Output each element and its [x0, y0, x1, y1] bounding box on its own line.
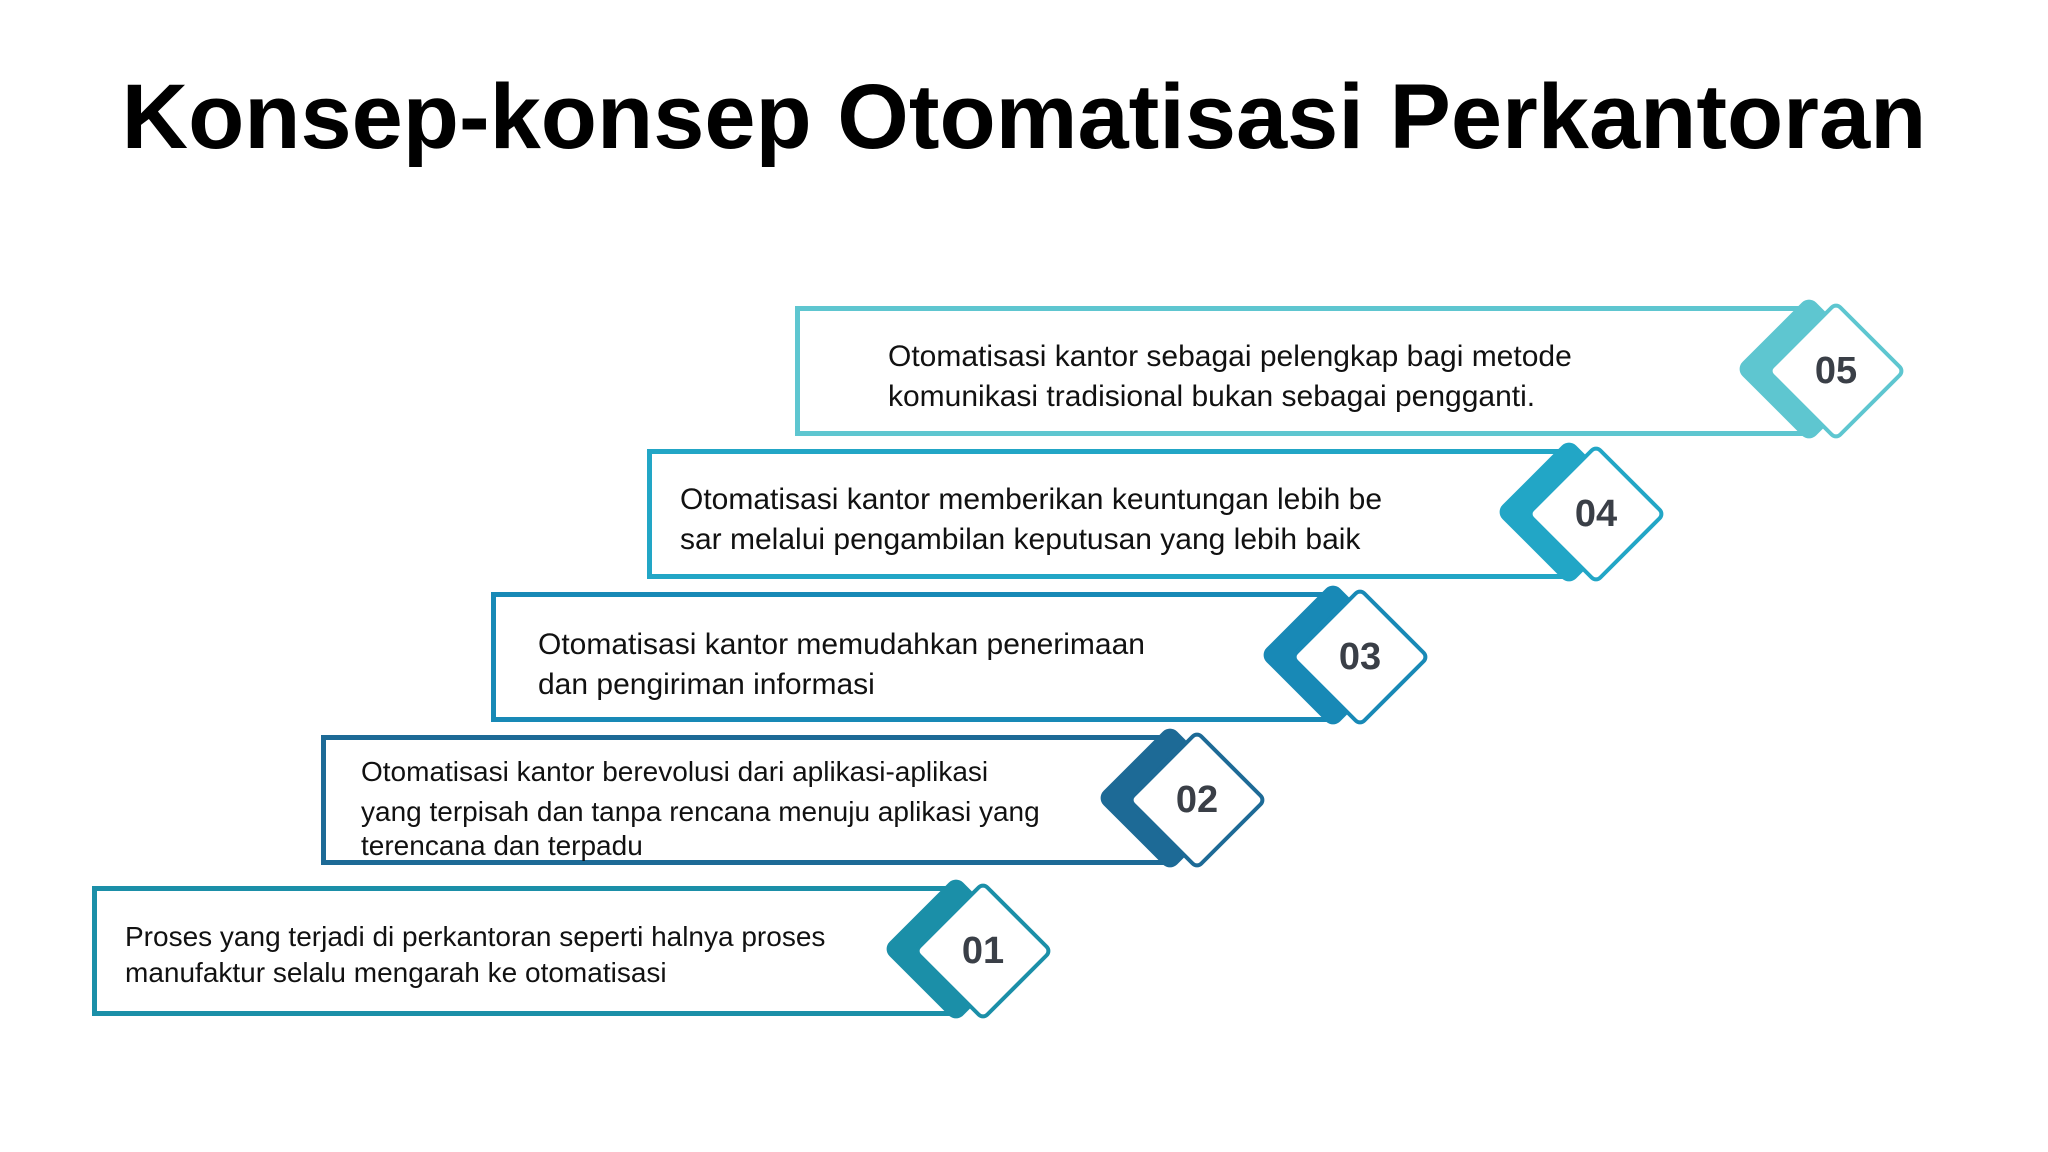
step-number: 01	[961, 930, 1005, 972]
step-box	[491, 592, 1329, 722]
step-box	[647, 449, 1565, 579]
step-text	[361, 752, 1040, 866]
step-box	[321, 735, 1166, 865]
step-text-line: terencana dan terpadu	[361, 830, 643, 861]
step-box	[795, 306, 1805, 436]
step-number: 04	[1574, 493, 1618, 535]
step-text-line: komunikasi tradisional bukan sebagai pengganti.	[888, 380, 1536, 413]
step-number: 02	[1175, 779, 1219, 821]
step-text-line: dan pengiriman informasi	[538, 668, 875, 701]
step-number: 05	[1814, 350, 1858, 392]
step-text-line: Proses yang terjadi di perkantoran seperti halnya proses	[125, 921, 826, 952]
step-text	[680, 480, 1382, 560]
page-title: Konsep-konsep Otomatisasi Perkantoran	[121, 66, 1927, 168]
step-text-line: Otomatisasi kantor memudahkan penerimaan	[538, 628, 1145, 661]
step-text-line: manufaktur selalu mengarah ke otomatisasi	[125, 957, 667, 988]
step-text	[538, 625, 1145, 705]
step-text	[888, 337, 1572, 417]
step-text-line: Otomatisasi kantor berevolusi dari aplikasi-aplikasi	[361, 756, 989, 787]
step-number: 03	[1338, 636, 1382, 678]
step-box	[92, 886, 952, 1016]
step-text	[125, 919, 825, 991]
step-text-line: Otomatisasi kantor memberikan keuntungan lebih be	[680, 483, 1383, 516]
step-text-line: yang terpisah dan tanpa rencana menuju aplikasi yang	[361, 796, 1040, 827]
step-text-line: sar melalui pengambilan keputusan yang lebih baik	[680, 523, 1361, 556]
step-text-line: Otomatisasi kantor sebagai pelengkap bagi metode	[888, 340, 1572, 373]
